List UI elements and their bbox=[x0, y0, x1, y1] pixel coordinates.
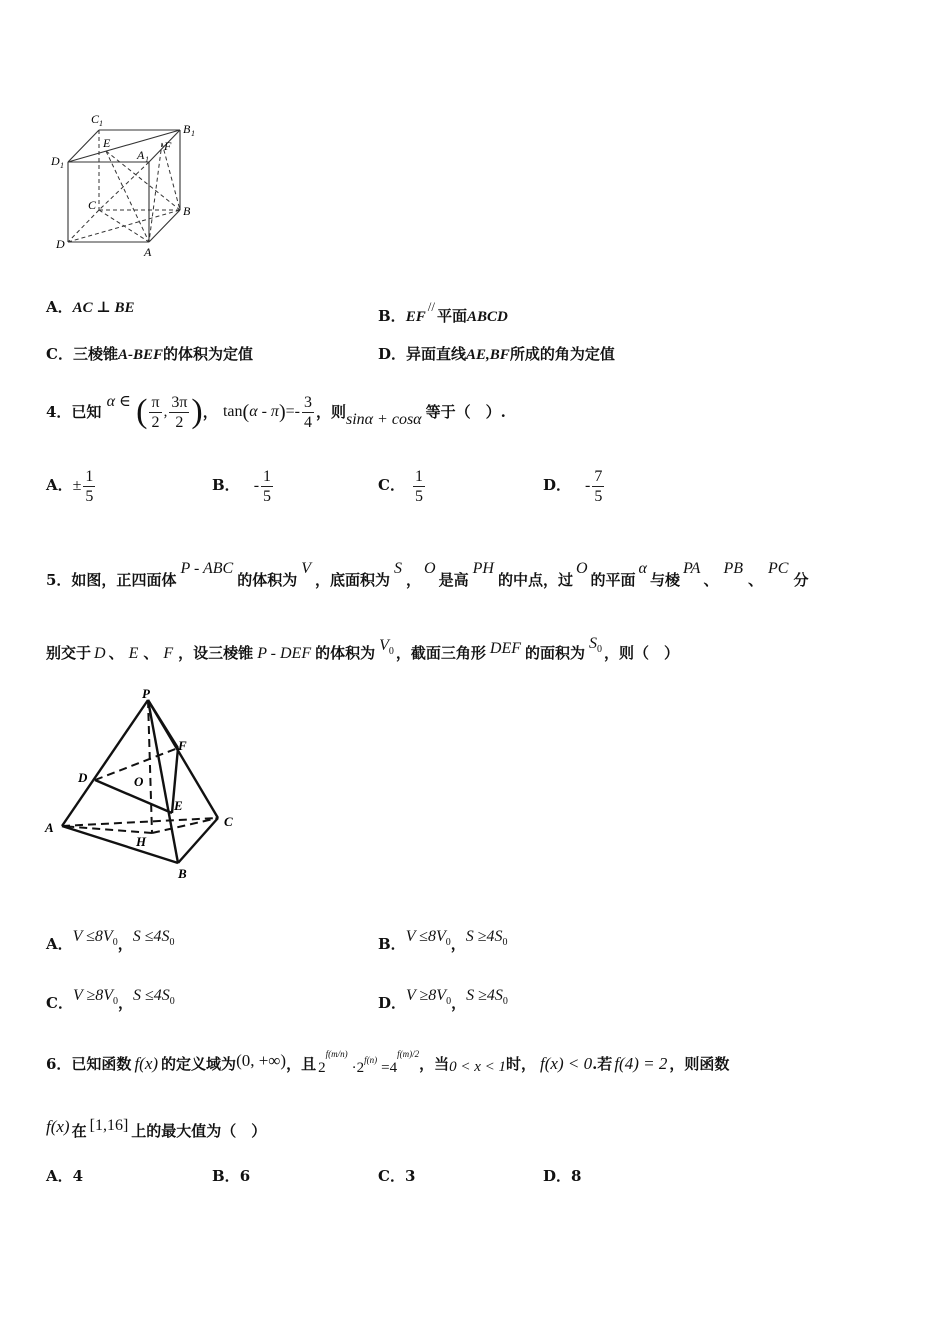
label-B1: B bbox=[183, 122, 191, 136]
q4-tail: 等于（ ）. bbox=[425, 403, 506, 421]
q4-option-c[interactable] bbox=[378, 462, 427, 509]
option-rel2: S ≥4S bbox=[466, 987, 503, 1004]
option-key: D． bbox=[543, 476, 572, 494]
label-F: F bbox=[178, 738, 187, 753]
option-key: A． bbox=[46, 476, 73, 494]
q4-then: ，则 bbox=[315, 403, 346, 421]
math-exp: f(m)/2 bbox=[397, 1049, 420, 1059]
label-H: H bbox=[136, 834, 147, 849]
math-PC: PC bbox=[768, 560, 789, 577]
math-O: O bbox=[424, 560, 436, 577]
sub: 0 bbox=[169, 996, 175, 1007]
math-PH: PH bbox=[472, 560, 494, 577]
option-value: 6 bbox=[239, 1167, 251, 1185]
math-alpha: α bbox=[638, 560, 647, 577]
label-C: C bbox=[88, 198, 97, 212]
math-sub: 0 bbox=[388, 646, 394, 657]
text: 、 bbox=[748, 571, 764, 589]
parallel-symbol: // bbox=[427, 299, 435, 314]
text: 的面积为 bbox=[525, 644, 586, 662]
q6-option-d[interactable] bbox=[543, 1167, 581, 1185]
sub: 0 bbox=[169, 937, 175, 948]
label-E: E bbox=[174, 798, 183, 813]
option-sign: ± bbox=[72, 477, 82, 494]
option-value: 3 bbox=[404, 1167, 416, 1185]
q4-option-b[interactable] bbox=[212, 462, 275, 509]
math-P-DEF: P - DEF bbox=[257, 645, 312, 662]
option-key: A． bbox=[46, 298, 73, 316]
text: ，截面三角形 bbox=[395, 644, 486, 662]
label-A1-sub: 1 bbox=[145, 155, 149, 164]
q4-stem: 4．已知 α ∈ ( $\frac{\pi}{2}$ , $\frac{3\pi}{2}$ )， tan(α - π)=- $\frac{3}{4}$ ，则sinα + cosα 等于（ ）. bbox=[46, 393, 506, 431]
q3-option-b[interactable] bbox=[378, 298, 508, 326]
math-E: E bbox=[128, 645, 139, 662]
q3-option-a[interactable] bbox=[46, 298, 135, 317]
q3-option-c[interactable] bbox=[46, 345, 253, 364]
math-fx-lt0: f(x) < 0 bbox=[540, 1054, 593, 1073]
math-DEF: DEF bbox=[489, 640, 522, 657]
q6-option-c[interactable] bbox=[378, 1167, 415, 1185]
q6-stem-line1 bbox=[46, 1045, 729, 1077]
label-B1-sub: 1 bbox=[191, 129, 195, 138]
math-F: F bbox=[163, 645, 174, 662]
text: 的平面 bbox=[590, 571, 636, 589]
text: 别交于 bbox=[46, 644, 92, 662]
label-D1: D bbox=[51, 154, 60, 168]
text: 的体积为 bbox=[237, 571, 298, 589]
option-rel1: V ≥8V bbox=[406, 987, 447, 1004]
option-frac: $\frac{1}{5}$ bbox=[85, 467, 94, 505]
text: .若 bbox=[592, 1055, 613, 1073]
math-dot: ·2 bbox=[351, 1060, 365, 1076]
option-key: D． bbox=[543, 1167, 572, 1185]
option-math: AC ⊥ BE bbox=[72, 300, 135, 316]
text: ，则（ ） bbox=[604, 644, 680, 662]
text: 的定义域为 bbox=[161, 1055, 237, 1073]
sub: 0 bbox=[502, 937, 508, 948]
option-key: B． bbox=[212, 1167, 240, 1185]
label-C: C bbox=[224, 814, 233, 829]
q4-tan-arg: α - π bbox=[249, 403, 279, 420]
label-B: B bbox=[178, 866, 187, 881]
q4-alpha-in: α ∈ bbox=[106, 393, 131, 410]
q4-option-d[interactable] bbox=[543, 462, 606, 509]
math-S: S bbox=[394, 560, 403, 577]
option-key: D． bbox=[378, 345, 407, 363]
text: 、 bbox=[703, 571, 719, 589]
label-C1: C bbox=[91, 112, 100, 126]
math-V0: V bbox=[379, 637, 389, 654]
label-C1-sub: 1 bbox=[99, 119, 103, 128]
q5-option-a[interactable]: A．$V \le 8V_0$，$S \le 4S_0$ bbox=[46, 928, 175, 953]
label-F: F bbox=[164, 139, 172, 153]
math-exp: f(n) bbox=[364, 1055, 378, 1065]
option-key: C． bbox=[378, 1167, 405, 1185]
q4-option-a[interactable] bbox=[46, 462, 97, 509]
q6-stem-line2 bbox=[46, 1117, 266, 1140]
q4-eq: =- bbox=[285, 403, 300, 420]
label-O: O bbox=[134, 774, 144, 789]
q4-rparen: ) bbox=[191, 393, 203, 430]
q5-option-b[interactable]: B．$V \le 8V_0$，$S \ge 4S_0$ bbox=[378, 928, 508, 953]
text: 、 bbox=[108, 644, 124, 662]
text: ，且 bbox=[286, 1055, 317, 1073]
text: 、 bbox=[143, 644, 159, 662]
text: ， bbox=[406, 571, 422, 589]
option-key: B． bbox=[212, 476, 240, 494]
math-S0: S bbox=[589, 635, 598, 652]
math-PA: PA bbox=[682, 560, 701, 577]
option-key: B． bbox=[378, 935, 406, 953]
option-rel2: S ≥4S bbox=[465, 928, 503, 945]
option-post: 所成的角为定值 bbox=[509, 345, 615, 363]
text: 的体积为 bbox=[315, 644, 376, 662]
math-PB: PB bbox=[723, 560, 743, 577]
text: 时， bbox=[506, 1055, 537, 1073]
q4-frac-3pi-2: $\frac{3\pi}{2}$ bbox=[171, 393, 188, 431]
q6-option-a[interactable] bbox=[46, 1167, 83, 1185]
option-pre: 三棱锥 bbox=[72, 345, 118, 363]
option-math: A-BEF bbox=[117, 347, 163, 363]
option-math2: ABCD bbox=[466, 309, 508, 325]
math-O: O bbox=[575, 560, 588, 577]
math-fx: f(x) bbox=[46, 1117, 70, 1136]
option-key: A． bbox=[46, 935, 73, 953]
option-sign: - bbox=[253, 477, 260, 494]
q4-comma: , bbox=[163, 404, 168, 420]
math-P-ABC: P - ABC bbox=[180, 560, 234, 577]
text: 是高 bbox=[438, 571, 469, 589]
math-f4: f(4) = 2 bbox=[614, 1054, 668, 1073]
text: ，则函数 bbox=[669, 1055, 730, 1073]
q6-option-b[interactable] bbox=[212, 1167, 250, 1185]
option-post: 的体积为定值 bbox=[162, 345, 253, 363]
q5-option-c[interactable]: C．$V \ge 8V_0$，$S \le 4S_0$ bbox=[46, 987, 175, 1012]
math-V: V bbox=[301, 560, 311, 577]
math-domain: (0, +∞) bbox=[236, 1051, 287, 1070]
option-key: C． bbox=[46, 994, 73, 1012]
label-P: P bbox=[142, 688, 150, 701]
math-D: D bbox=[94, 645, 106, 662]
text: 上的最大值为（ ） bbox=[131, 1122, 267, 1140]
q4-frac-pi-2: $\frac{\pi}{2}$ bbox=[151, 393, 160, 431]
q4-frac-3-4: $\frac{3}{4}$ bbox=[303, 393, 312, 431]
math-eq: =4 bbox=[381, 1060, 398, 1076]
text: 在 bbox=[71, 1122, 87, 1140]
option-rel1: V ≤8V bbox=[405, 928, 446, 945]
option-sign: - bbox=[585, 477, 591, 494]
text: 与棱 bbox=[649, 571, 680, 589]
text: ，底面积为 bbox=[315, 571, 391, 589]
q4-lparen: ( bbox=[136, 393, 148, 430]
sub: 0 bbox=[113, 996, 118, 1007]
option-rel2: S ≤4S bbox=[133, 987, 170, 1004]
option-key: C． bbox=[378, 476, 405, 494]
option-value: 4 bbox=[72, 1167, 84, 1185]
label-E: E bbox=[103, 136, 111, 150]
option-rel2: S ≤4S bbox=[132, 928, 170, 945]
option-math: AE,BF bbox=[466, 347, 510, 363]
text: 5．如图，正四面体 bbox=[46, 571, 177, 589]
option-rel1: V ≥8V bbox=[72, 987, 113, 1004]
label-D: D bbox=[78, 770, 88, 785]
sub: 0 bbox=[502, 996, 508, 1007]
cube-figure bbox=[40, 105, 210, 265]
option-text: 平面 bbox=[436, 307, 467, 325]
tetrahedron-figure bbox=[40, 688, 240, 883]
option-key: D． bbox=[378, 994, 407, 1012]
q4-expr: sinα + cosα bbox=[345, 411, 422, 428]
math-interval: [1,16] bbox=[89, 1117, 129, 1134]
sub: 0 bbox=[446, 996, 452, 1007]
option-math: EF bbox=[405, 309, 426, 325]
option-frac: $\frac{1}{5}$ bbox=[414, 467, 423, 505]
option-rel1: V ≤8V bbox=[72, 928, 113, 945]
sub: 0 bbox=[112, 937, 118, 948]
label-A: A bbox=[144, 245, 152, 259]
math-ineq: 0 < x < 1 bbox=[449, 1059, 506, 1075]
option-key: A． bbox=[46, 1167, 73, 1185]
label-A1: A bbox=[137, 148, 145, 162]
option-value: 8 bbox=[571, 1167, 582, 1185]
text: ，设三棱锥 bbox=[178, 644, 254, 662]
option-pre: 异面直线 bbox=[406, 345, 467, 363]
option-key: B． bbox=[378, 307, 406, 325]
q5-stem-line2 bbox=[46, 635, 679, 663]
math-sub: 0 bbox=[597, 644, 603, 655]
math-exp: f(m/n) bbox=[325, 1049, 348, 1059]
label-A: A bbox=[45, 820, 54, 835]
label-D: D bbox=[56, 237, 65, 251]
q4-tan: tan bbox=[222, 403, 243, 420]
q5-option-d[interactable]: D．$V \ge 8V_0$，$S \ge 4S_0$ bbox=[378, 987, 508, 1012]
option-key: C． bbox=[46, 345, 73, 363]
option-frac: $\frac{7}{5}$ bbox=[594, 467, 603, 505]
sub: 0 bbox=[445, 937, 451, 948]
option-frac: $\frac{1}{5}$ bbox=[263, 467, 272, 505]
q5-stem-line1 bbox=[46, 560, 808, 589]
q4-label: 4．已知 bbox=[46, 403, 102, 421]
text: 的中点，过 bbox=[497, 571, 573, 589]
math-base: 2 bbox=[318, 1060, 326, 1076]
text: ，当 bbox=[419, 1055, 450, 1073]
q3-option-d[interactable] bbox=[378, 345, 615, 364]
label-B: B bbox=[183, 204, 191, 218]
math-fx: f(x) bbox=[134, 1054, 159, 1073]
text: 分 bbox=[793, 571, 809, 589]
label-D1-sub: 1 bbox=[60, 161, 64, 170]
text: 6．已知函数 bbox=[46, 1055, 132, 1073]
